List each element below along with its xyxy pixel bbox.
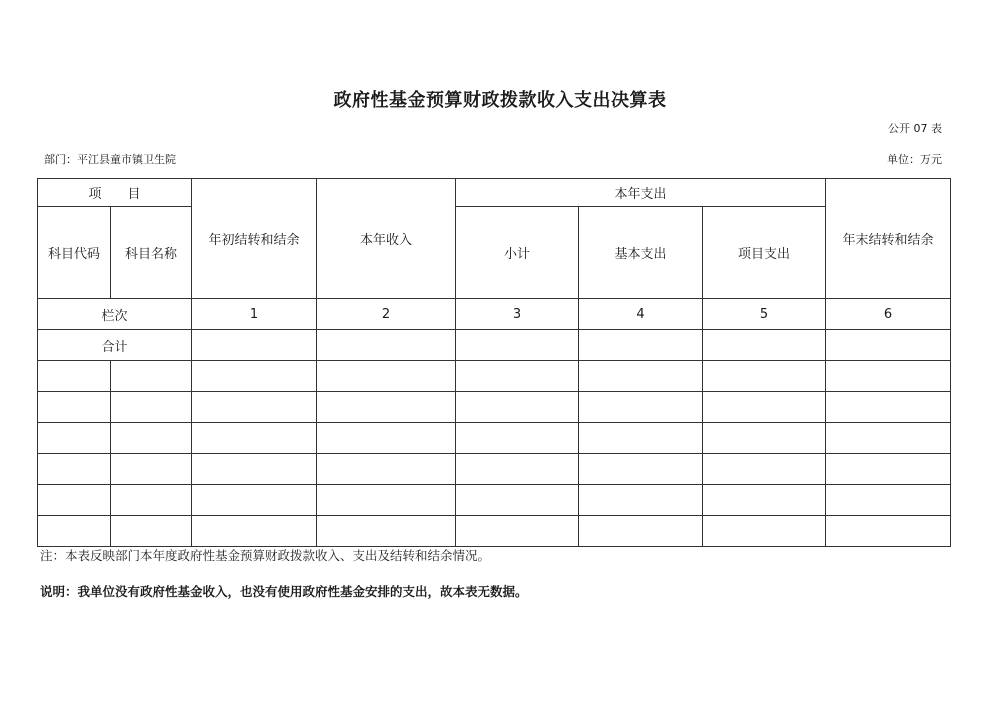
table-cell (826, 392, 951, 423)
table-cell (111, 485, 192, 516)
total-row (38, 330, 951, 361)
column-index-2: 2 (317, 299, 456, 330)
header-basic-expense: 基本支出 (579, 207, 703, 299)
column-index-6: 6 (826, 299, 951, 330)
table-cell (192, 361, 317, 392)
table-cell (192, 392, 317, 423)
table-row (38, 454, 951, 485)
table-note: 注：本表反映部门本年度政府性基金预算财政拨款收入、支出及结转和结余情况。 (40, 548, 491, 563)
table-cell (579, 485, 703, 516)
table-cell (317, 485, 456, 516)
table-cell (826, 485, 951, 516)
table-cell (456, 485, 579, 516)
column-index-label: 栏次 (38, 299, 192, 330)
header-opening-balance: 年初结转和结余 (192, 179, 317, 299)
column-index-1: 1 (192, 299, 317, 330)
table-cell (579, 330, 703, 361)
table-cell (38, 423, 111, 454)
table-cell (826, 330, 951, 361)
table-cell (38, 392, 111, 423)
column-index-5: 5 (703, 299, 826, 330)
table-cell (456, 392, 579, 423)
header-subtotal: 小计 (456, 207, 579, 299)
table-cell (111, 361, 192, 392)
unit-label: 单位：万元 (887, 153, 942, 166)
table-cell (192, 454, 317, 485)
department-label: 部门：平江县童市镇卫生院 (44, 153, 176, 166)
table-cell (192, 516, 317, 547)
header-row-1 (38, 179, 951, 207)
column-index-4: 4 (579, 299, 703, 330)
table-cell (38, 454, 111, 485)
header-closing-balance: 年末结转和结余 (826, 179, 951, 299)
table-cell (456, 423, 579, 454)
table-cell (111, 423, 192, 454)
table-cell (192, 485, 317, 516)
table-cell (317, 392, 456, 423)
table-cell (456, 361, 579, 392)
table-cell (703, 423, 826, 454)
table-cell (38, 485, 111, 516)
table-cell (579, 392, 703, 423)
table-cell (703, 516, 826, 547)
header-project-expense: 项目支出 (703, 207, 826, 299)
column-index-row (38, 299, 951, 330)
table-cell (317, 330, 456, 361)
table-row (38, 423, 951, 454)
budget-table (37, 178, 951, 547)
table-cell (826, 516, 951, 547)
table-cell (703, 392, 826, 423)
table-cell (111, 454, 192, 485)
table-cell (579, 454, 703, 485)
page-title: 政府性基金预算财政拨款收入支出决算表 (333, 90, 667, 111)
table-cell (111, 392, 192, 423)
table-cell (456, 454, 579, 485)
table-row (38, 485, 951, 516)
table-cell (317, 423, 456, 454)
header-current-income: 本年收入 (317, 179, 456, 299)
table-cell (317, 361, 456, 392)
table-cell (579, 423, 703, 454)
table-cell (579, 361, 703, 392)
header-item: 项 目 (38, 179, 192, 207)
table-cell (703, 485, 826, 516)
table-cell (317, 454, 456, 485)
table-row (38, 392, 951, 423)
table-cell (703, 361, 826, 392)
table-cell (317, 516, 456, 547)
header-subject-name: 科目名称 (111, 207, 192, 299)
table-cell (38, 361, 111, 392)
header-current-expense: 本年支出 (456, 179, 826, 207)
table-row (38, 361, 951, 392)
table-cell (192, 423, 317, 454)
table-cell (826, 361, 951, 392)
table-cell (703, 330, 826, 361)
table-cell (111, 516, 192, 547)
header-row-2 (38, 207, 951, 299)
total-label: 合计 (38, 330, 192, 361)
column-index-3: 3 (456, 299, 579, 330)
table-row (38, 516, 951, 547)
table-cell (703, 454, 826, 485)
table-explanation: 说明：我单位没有政府性基金收入，也没有使用政府性基金安排的支出，故本表无数据。 (40, 584, 528, 599)
form-code: 公开 07 表 (888, 122, 942, 135)
header-subject-code: 科目代码 (38, 207, 111, 299)
table-cell (456, 516, 579, 547)
table-cell (579, 516, 703, 547)
table-cell (192, 330, 317, 361)
table-cell (456, 330, 579, 361)
table-cell (38, 516, 111, 547)
table-cell (826, 454, 951, 485)
table-cell (826, 423, 951, 454)
